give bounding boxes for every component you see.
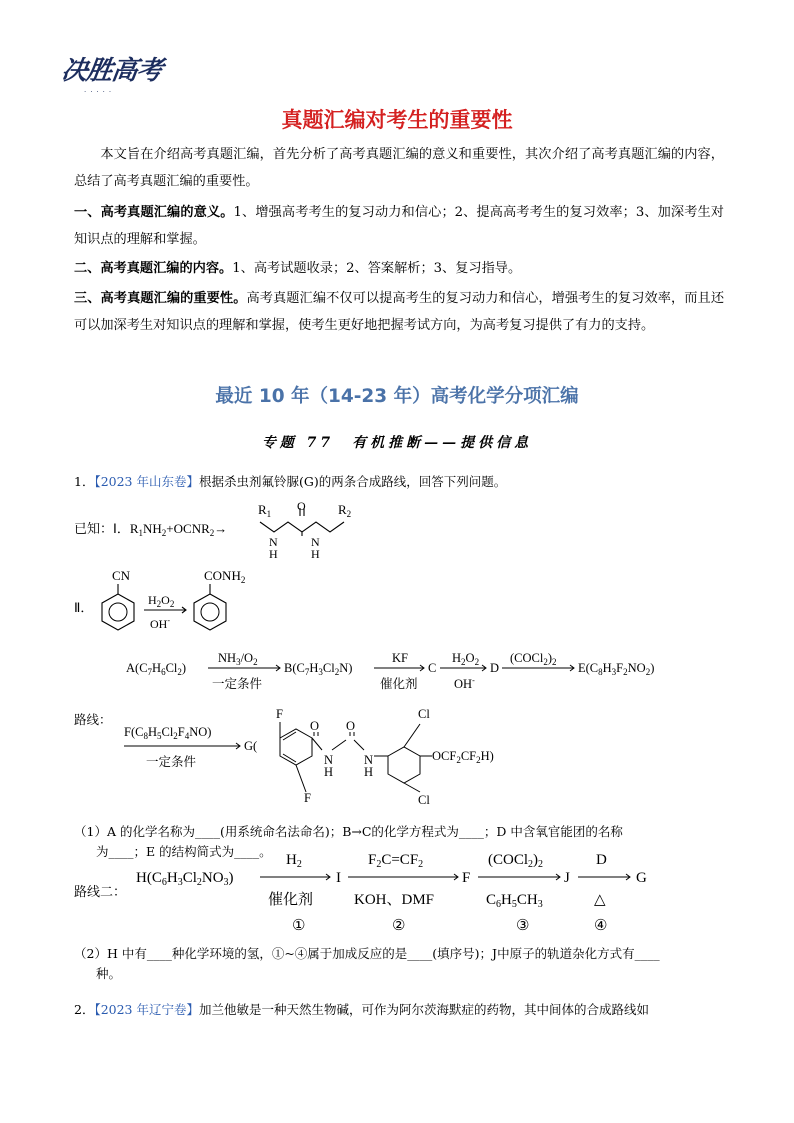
svg-text:Cl: Cl	[418, 793, 430, 807]
svg-text:①: ①	[292, 918, 306, 934]
svg-text:N: N	[364, 753, 374, 767]
svg-text:G(: G(	[244, 739, 258, 753]
svg-text:O: O	[310, 719, 320, 733]
svg-text:H: H	[269, 547, 278, 561]
question-1-stem	[74, 472, 724, 492]
svg-text:F: F	[462, 870, 471, 886]
question-source-tag: 【2023 年山东卷】	[94, 474, 199, 489]
svg-text:J: J	[564, 870, 570, 886]
section-body: 高考真题汇编不仅可以提高考生的复习动力和信心，增强考生的复习效率，而且还可以加深考生对知识点的理解和掌握，使考生更好地把握考试方向，为高考复习提供了有力的支持。	[74, 291, 725, 333]
svg-text:F(C8H5Cl2F4NO): $F(C_8H_5Cl_2F_4NO)$	[124, 725, 212, 741]
question-source-tag: 【2023 年辽宁卷】	[94, 1002, 199, 1017]
svg-text:Cl: Cl	[418, 707, 430, 721]
svg-text:OCF2CF2H): $OCF_2CF_2H$)	[432, 749, 494, 765]
svg-text:一定条件: 一定条件	[146, 755, 197, 769]
part-1-line-1: （1）A 的化学名称为____(用系统命名法命名)；B→C的化学方程式为____；D 中含氧官能团的名称	[74, 824, 623, 839]
svg-text:I: I	[336, 870, 341, 886]
route-2-chain	[74, 848, 674, 936]
section-significance	[74, 200, 724, 253]
svg-text:N: N	[311, 535, 320, 549]
logo	[60, 48, 170, 110]
question-number: 1．	[74, 474, 95, 489]
route-label: 路线：	[74, 713, 112, 727]
svg-text:KOH、DMF: KOH、DMF	[354, 892, 435, 908]
svg-text:C: C	[428, 661, 437, 675]
question-text: 加兰他敏是一种天然生物碱，可作为阿尔茨海默症的药物，其中间体的合成路线如	[199, 1002, 650, 1017]
svg-text:D: D	[596, 852, 607, 868]
svg-text:B(C7H3Cl2N): $B(C_7H_3Cl_2N)$	[284, 661, 353, 677]
svg-text:N: N	[269, 535, 278, 549]
svg-text:O: O	[346, 719, 356, 733]
topic-heading: 专题 77 有机推断——提供信息	[261, 435, 533, 451]
section-body: 1、增强高考考生的复习动力和信心；2、提高高考考生的复习效率；3、加深考生对知识点的理解和掌握。	[74, 205, 724, 247]
known-reaction-1	[74, 500, 414, 562]
svg-text:F: F	[304, 791, 311, 805]
route-1-chain	[126, 646, 686, 692]
page-title: 真题汇编对考生的重要性	[281, 108, 513, 132]
svg-text:G: G	[636, 870, 647, 886]
known-label: 已知：Ⅰ．$R_1NH_2+OCNR_2\to$	[74, 521, 228, 538]
svg-text:F: F	[276, 707, 283, 721]
svg-text:②: ②	[392, 918, 406, 934]
svg-text:O: O	[297, 500, 306, 513]
question-1-part-2	[74, 944, 724, 984]
part-1-line-2: 为____；E 的结构简式为____。	[96, 844, 272, 859]
svg-text:OH-: OH-	[454, 676, 475, 691]
route-1-product	[74, 700, 534, 816]
svg-text:CONH2: $CONH_2$	[204, 568, 246, 585]
question-number: 2．	[74, 1002, 95, 1017]
intro-paragraph: 本文旨在介绍高考真题汇编，首先分析了高考真题汇编的意义和重要性，其次介绍了高考真题汇编的内容，总结了高考真题汇编的重要性。	[74, 147, 724, 189]
svg-text:(COCl2)2: $(COCl_2)_2$	[510, 651, 557, 667]
svg-text:(COCl2)2: $(COCl_2)_2$	[488, 852, 544, 870]
svg-text:H(C6H3Cl2NO3): $H(C_6H_3Cl_2NO_3)$	[136, 870, 234, 888]
svg-text:一定条件: 一定条件	[212, 677, 263, 691]
svg-text:H2: $H_2$	[286, 852, 302, 870]
svg-text:E(C8H3F2NO2): $E(C_8H_3F_2NO_2)$	[578, 661, 655, 677]
svg-text:R2: $R_2$	[338, 502, 352, 519]
svg-text:CN: CN	[112, 568, 131, 583]
section-content	[74, 256, 724, 283]
svg-text:H: H	[324, 765, 334, 779]
logo-decoration: ·····	[84, 88, 116, 96]
collection-subtitle: 最近 10 年（14-23 年）高考化学分项汇编	[215, 386, 579, 407]
svg-text:H: H	[311, 547, 320, 561]
svg-text:H2O2: $H_2O_2$	[452, 651, 480, 667]
svg-text:F2C=CF2: $F_2C=CF_2$	[368, 852, 424, 870]
svg-text:④: ④	[594, 918, 608, 934]
svg-text:C6H5CH3: $C_6H_5CH_3$	[486, 892, 543, 910]
section-heading: 三、高考真题汇编的重要性。	[74, 291, 247, 306]
svg-text:H2O2: $H_2O_2$	[148, 593, 175, 609]
section-heading: 二、高考真题汇编的内容。	[74, 261, 233, 276]
svg-text:D: D	[490, 661, 500, 675]
svg-text:KF: KF	[392, 651, 408, 665]
section-body: 1、高考试题收录；2、答案解析；3、复习指导。	[232, 261, 522, 276]
roman-ii: Ⅱ．	[74, 600, 94, 615]
logo-text: 决胜高考	[59, 56, 164, 86]
svg-text:OH-: OH-	[150, 616, 171, 631]
svg-text:催化剂: 催化剂	[380, 677, 418, 691]
section-importance	[74, 286, 724, 339]
question-2-stem	[74, 1000, 724, 1020]
section-heading: 一、高考真题汇编的意义。	[74, 205, 234, 220]
known-reaction-2	[74, 566, 314, 644]
svg-text:H: H	[364, 765, 374, 779]
question-text: 根据杀虫剂氟铃脲(G)的两条合成路线，回答下列问题。	[199, 474, 507, 489]
svg-text:NH3/O2: $NH_3/O_2$	[218, 651, 258, 667]
part-2-line-1: （2）H 中有____种化学环境的氢，①~④属于加成反应的是____(填序号)；J中原子的轨道杂化方式有____	[74, 946, 660, 961]
svg-text:N: N	[324, 753, 334, 767]
svg-text:③: ③	[516, 918, 530, 934]
route-2-label: 路线二：	[74, 884, 127, 899]
svg-text:A(C7H6Cl2): $A(C_7H_6Cl_2)$	[126, 661, 187, 677]
part-2-line-2: 种。	[96, 966, 122, 981]
svg-text:△: △	[594, 892, 606, 908]
svg-text:催化剂: 催化剂	[268, 892, 314, 908]
svg-text:R1: $R_1$	[258, 502, 272, 519]
